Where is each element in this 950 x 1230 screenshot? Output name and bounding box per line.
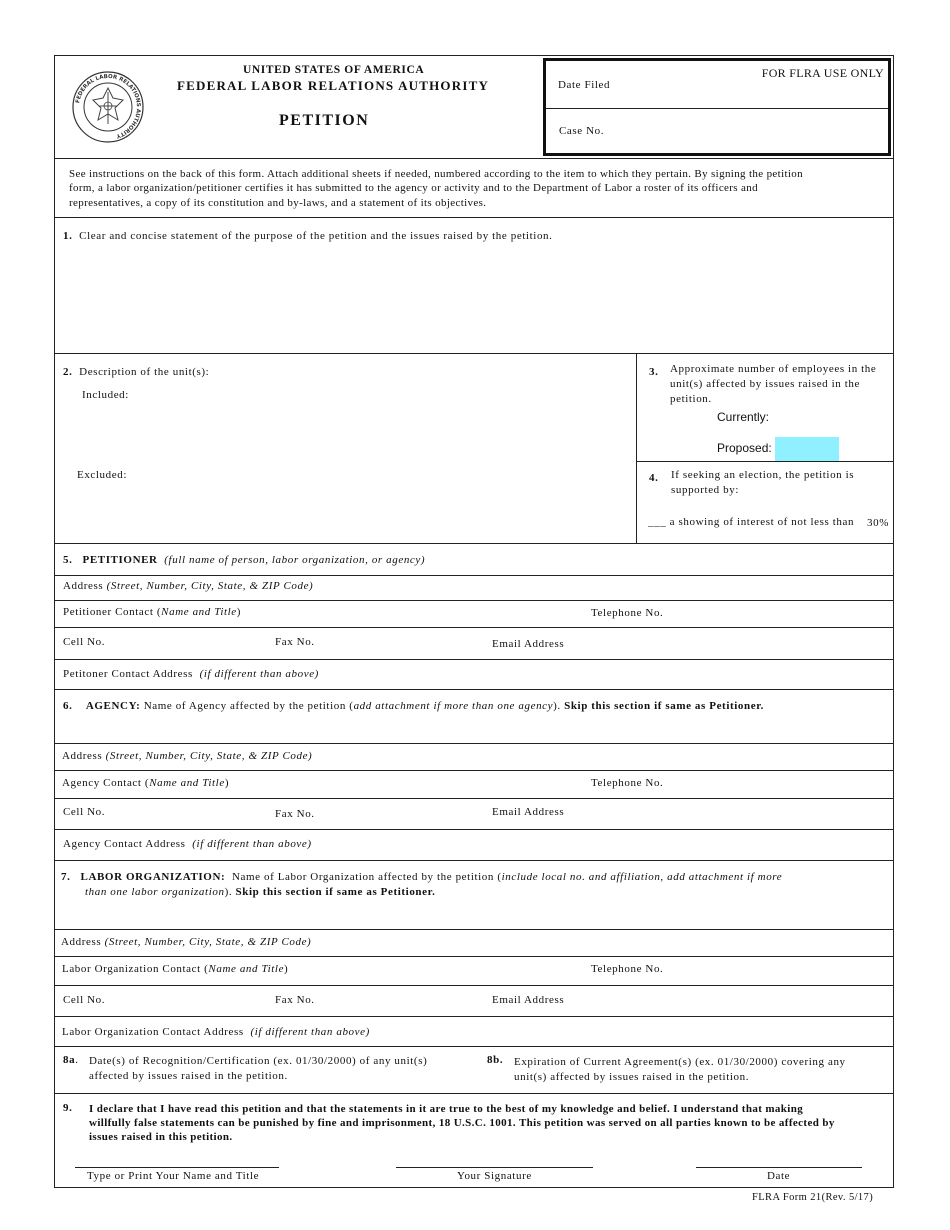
flra-seal	[71, 70, 145, 144]
item1-text: Clear and concise statement of the purpose of the petition and the issues raised by the petition.	[79, 230, 553, 242]
item4-blank: ___	[648, 516, 667, 528]
petitioner-fax[interactable]: Fax No.	[275, 636, 315, 648]
item9-num: 9.	[63, 1102, 73, 1114]
item8b-line-1[interactable]: Expiration of Current Agreement(s) (ex. 01/30/2000) covering any	[514, 1056, 846, 1068]
signature-label: Your Signature	[457, 1170, 532, 1182]
item3-currently: Currently:	[717, 410, 770, 424]
flra-use-box	[543, 58, 891, 156]
labor-org-contact[interactable]: Labor Organization Contact (Name and Title)	[62, 963, 289, 975]
labor-org-fax[interactable]: Fax No.	[275, 994, 315, 1006]
item8a-num: 8a.	[63, 1054, 79, 1066]
seal-text: FEDERAL LABOR RELATIONS AUTHORITY	[75, 73, 142, 139]
petition-form	[54, 55, 894, 1188]
item5-label: PETITIONER	[82, 554, 158, 566]
item5[interactable]: 5. PETITIONER (full name of person, labor organization, or agency)	[63, 554, 426, 566]
name-title-label: Type or Print Your Name and Title	[87, 1170, 260, 1182]
item5-hint: (full name of person, labor organization, or agency)	[164, 554, 426, 566]
labor-org-contact-address[interactable]: Labor Organization Contact Address (if different than above)	[62, 1026, 370, 1038]
labor-org-telephone[interactable]: Telephone No.	[591, 963, 664, 975]
item2-excluded[interactable]: Excluded:	[77, 469, 127, 481]
instructions-line-1: See instructions on the back of this form. Attach additional sheets if needed, numbered according to the item to which they pertain. By signing the petition	[69, 168, 803, 180]
labor-org-email[interactable]: Email Address	[492, 994, 565, 1006]
labor-org-cell[interactable]: Cell No.	[63, 994, 106, 1006]
item7-skip: Skip this section if same as Petitioner.	[235, 886, 436, 898]
agency-address[interactable]: Address (Street, Number, City, State, & ZIP Code)	[62, 750, 313, 762]
date-filed-field[interactable]: Date Filed	[558, 79, 611, 91]
form-title: PETITION	[279, 112, 370, 129]
item2-included[interactable]: Included:	[82, 389, 129, 401]
petitioner-address[interactable]: Address (Street, Number, City, State, & ZIP Code)	[63, 580, 314, 592]
petitioner-contact[interactable]: Petitioner Contact (Name and Title)	[63, 606, 242, 618]
item9-line-2: willfully false statements can be punished by fine and imprisonment, 18 U.S.C. 1001. This petition was served on all parties known to be affected by	[89, 1117, 835, 1129]
item2[interactable]: 2. Description of the unit(s):	[63, 366, 210, 378]
signature-line[interactable]	[396, 1167, 593, 1168]
date-label: Date	[767, 1170, 791, 1182]
item4-showing-text: a showing of interest of not less than	[669, 516, 855, 528]
proposed-input[interactable]	[775, 437, 839, 461]
agency-fax[interactable]: Fax No.	[275, 808, 315, 820]
item4-line-1: If seeking an election, the petition is	[671, 469, 855, 481]
agency-contact-address[interactable]: Agency Contact Address (if different than above)	[63, 838, 312, 850]
agency-email[interactable]: Email Address	[492, 806, 565, 818]
item3-line-2: unit(s) affected by issues raised in the	[670, 378, 860, 390]
item8a-line-1[interactable]: Date(s) of Recognition/Certification (ex. 01/30/2000) of any unit(s)	[89, 1055, 428, 1067]
header-agency: FEDERAL LABOR RELATIONS AUTHORITY	[177, 78, 490, 93]
instructions-line-2: form, a labor organization/petitioner certifies it has submitted to the agency or activity and to the Department of Labor a roster of its officers and	[69, 182, 758, 194]
item9-line-1: I declare that I have read this petition and that the statements in it are true to the best of my knowledge and belief. I understand that making	[89, 1103, 804, 1115]
petitioner-contact-address[interactable]: Petitoner Contact Address (if different than above)	[63, 668, 319, 680]
agency-contact[interactable]: Agency Contact (Name and Title)	[62, 777, 230, 789]
form-id: FLRA Form 21(Rev. 5/17)	[752, 1192, 874, 1203]
item2-text: Description of the unit(s):	[79, 366, 210, 378]
case-no-field[interactable]: Case No.	[559, 125, 605, 137]
item4-percent: 30%	[867, 517, 889, 529]
item6[interactable]: 6. AGENCY: Name of Agency affected by the petition (add attachment if more than one agency). Skip this section if same as Petitioner.	[63, 700, 765, 712]
petitioner-telephone[interactable]: Telephone No.	[591, 607, 664, 619]
item3-proposed: Proposed:	[717, 441, 772, 455]
item6-skip: Skip this section if same as Petitioner.	[564, 700, 765, 712]
petitioner-email[interactable]: Email Address	[492, 638, 565, 650]
date-line[interactable]	[696, 1167, 862, 1168]
header-country: UNITED STATES OF AMERICA	[243, 64, 425, 76]
item7-label: LABOR ORGANIZATION:	[80, 871, 226, 883]
item3-line-1: Approximate number of employees in the	[670, 363, 877, 375]
item3-line-3: petition.	[670, 393, 712, 405]
agency-cell[interactable]: Cell No.	[63, 806, 106, 818]
instructions-line-3: representatives, a copy of its constitution and by-laws, and a statement of its objectives.	[69, 197, 487, 209]
name-title-line[interactable]	[75, 1167, 279, 1168]
item4-showing[interactable]	[648, 516, 854, 528]
item8a-line-2[interactable]: affected by issues raised in the petition.	[89, 1070, 288, 1082]
item8b-line-2[interactable]: unit(s) affected by issues raised in the petition.	[514, 1071, 750, 1083]
petitioner-cell[interactable]: Cell No.	[63, 636, 106, 648]
item4-line-2: supported by:	[671, 484, 739, 496]
item8b-num: 8b.	[487, 1054, 504, 1066]
item3-num: 3.	[649, 366, 659, 378]
item7[interactable]: 7. LABOR ORGANIZATION: Name of Labor Organization affected by the petition (include local no. and affiliation, add attachment if more	[61, 871, 783, 883]
item7-line-2: than one labor organization). Skip this section if same as Petitioner.	[85, 886, 436, 898]
item1[interactable]: 1. Clear and concise statement of the purpose of the petition and the issues raised by the petition.	[63, 230, 553, 242]
agency-telephone[interactable]: Telephone No.	[591, 777, 664, 789]
labor-org-address[interactable]: Address (Street, Number, City, State, & ZIP Code)	[61, 936, 312, 948]
item6-label: AGENCY:	[85, 700, 141, 712]
item9-line-3: issues raised in this petition.	[89, 1131, 233, 1143]
flra-use-title: FOR FLRA USE ONLY	[761, 66, 884, 80]
item4-num: 4.	[649, 472, 659, 484]
